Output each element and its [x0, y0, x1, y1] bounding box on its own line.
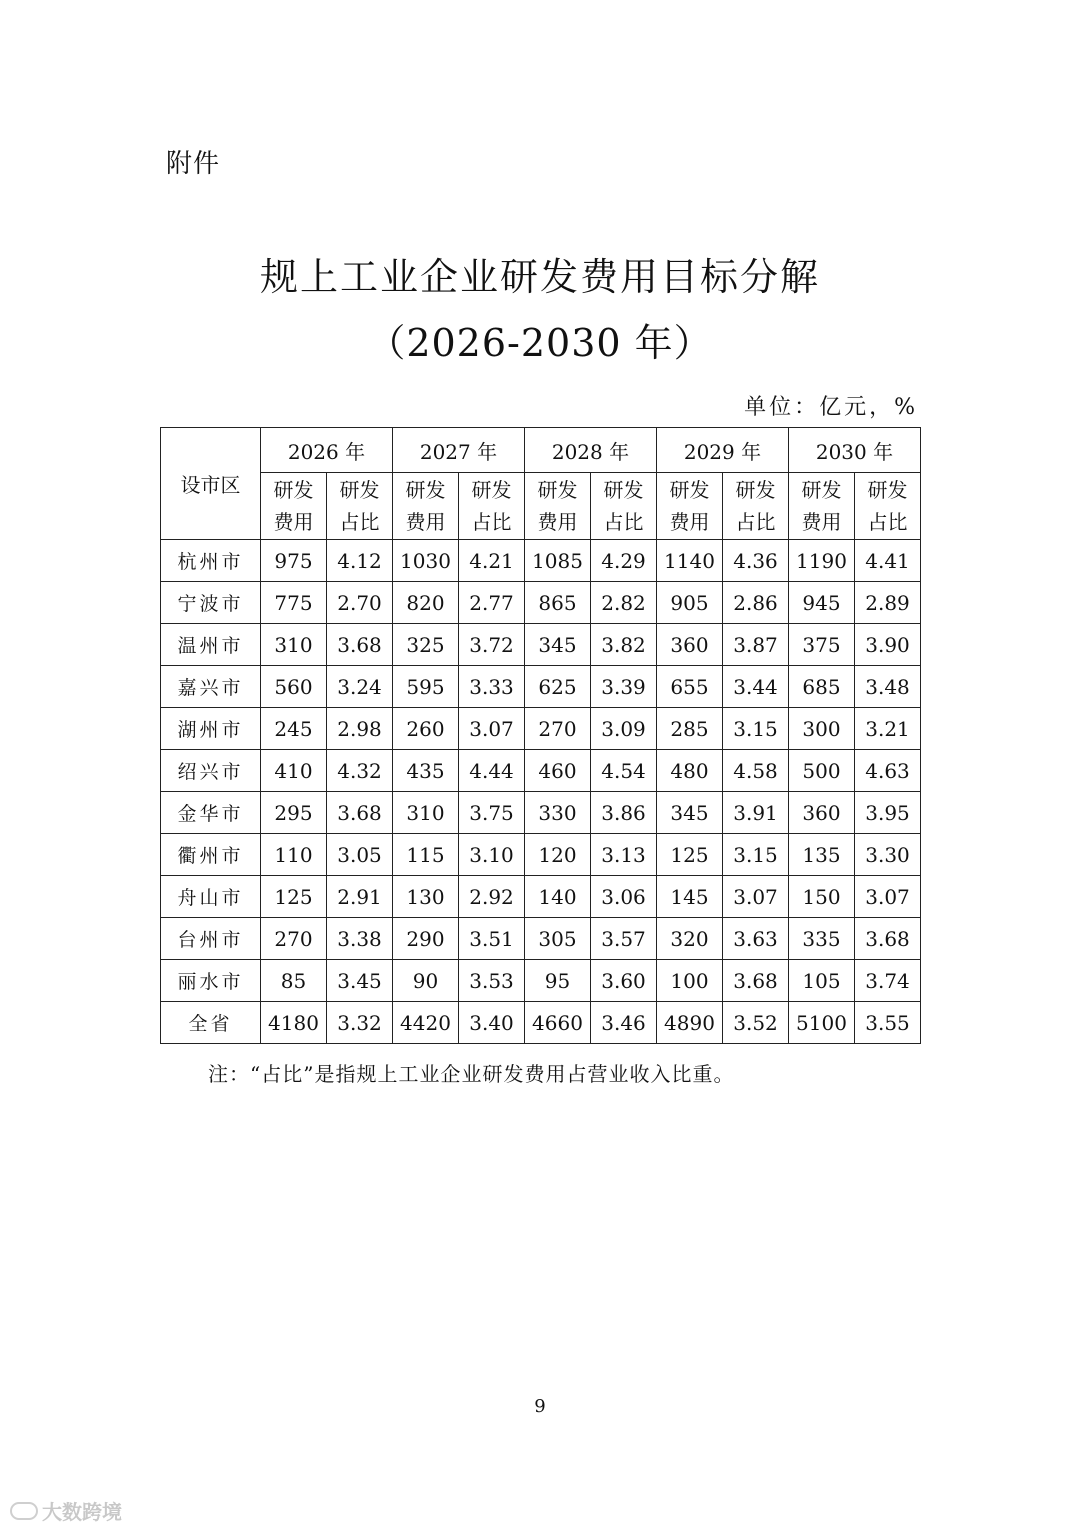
rd-cost-cell: 305 [525, 918, 591, 960]
rd-ratio-cell: 3.30 [855, 834, 921, 876]
rd-ratio-cell: 3.57 [591, 918, 657, 960]
rd-cost-cell: 335 [789, 918, 855, 960]
rd-ratio-cell: 3.53 [459, 960, 525, 1002]
rd-ratio-cell: 4.41 [855, 540, 921, 582]
table-row [161, 624, 921, 666]
rd-cost-cell: 100 [657, 960, 723, 1002]
watermark-logo-icon [10, 1502, 38, 1520]
attachment-label: 附件 [166, 149, 221, 179]
region-cell: 金华市 [161, 792, 261, 834]
rd-cost-cell: 130 [393, 876, 459, 918]
sub-header-cost: 研发 费用 [657, 473, 723, 540]
table-row [161, 960, 921, 1002]
rd-cost-cell: 140 [525, 876, 591, 918]
table-row [161, 876, 921, 918]
rd-ratio-cell: 3.39 [591, 666, 657, 708]
table-row [161, 834, 921, 876]
rd-ratio-cell: 2.82 [591, 582, 657, 624]
rd-cost-cell: 1140 [657, 540, 723, 582]
rd-ratio-cell: 3.68 [723, 960, 789, 1002]
rd-cost-cell: 560 [261, 666, 327, 708]
rd-cost-cell: 285 [657, 708, 723, 750]
rd-ratio-cell: 3.33 [459, 666, 525, 708]
region-cell: 丽水市 [161, 960, 261, 1002]
rd-cost-cell: 115 [393, 834, 459, 876]
rd-cost-cell: 775 [261, 582, 327, 624]
rd-ratio-cell: 3.48 [855, 666, 921, 708]
table-row [161, 708, 921, 750]
watermark-text: 大数跨境 [42, 1500, 122, 1524]
rd-ratio-cell: 3.05 [327, 834, 393, 876]
rd-cost-cell: 320 [657, 918, 723, 960]
rd-ratio-cell: 4.21 [459, 540, 525, 582]
rd-cost-cell: 270 [261, 918, 327, 960]
rd-ratio-cell: 3.07 [855, 876, 921, 918]
rd-cost-cell: 4660 [525, 1002, 591, 1044]
region-cell: 台州市 [161, 918, 261, 960]
table-row [161, 1002, 921, 1044]
rd-ratio-cell: 4.29 [591, 540, 657, 582]
rd-cost-cell: 295 [261, 792, 327, 834]
table-row [161, 666, 921, 708]
sub-header-ratio: 研发 占比 [723, 473, 789, 540]
rd-cost-cell: 5100 [789, 1002, 855, 1044]
rd-ratio-cell: 4.63 [855, 750, 921, 792]
rd-cost-cell: 975 [261, 540, 327, 582]
sub-header-ratio: 研发 占比 [855, 473, 921, 540]
rd-ratio-cell: 3.51 [459, 918, 525, 960]
rd-cost-cell: 120 [525, 834, 591, 876]
rd-ratio-cell: 3.63 [723, 918, 789, 960]
rd-cost-cell: 460 [525, 750, 591, 792]
rd-cost-cell: 595 [393, 666, 459, 708]
document-title: 规上工业企业研发费用目标分解 [259, 255, 820, 299]
rd-ratio-cell: 3.32 [327, 1002, 393, 1044]
rd-ratio-cell: 3.74 [855, 960, 921, 1002]
region-cell: 温州市 [161, 624, 261, 666]
rd-ratio-cell: 3.55 [855, 1002, 921, 1044]
sub-header-ratio: 研发 占比 [327, 473, 393, 540]
year-header: 2026 年 [261, 428, 393, 473]
rd-cost-cell: 105 [789, 960, 855, 1002]
rd-target-table [160, 427, 921, 1044]
rd-cost-cell: 145 [657, 876, 723, 918]
rd-cost-cell: 500 [789, 750, 855, 792]
rd-ratio-cell: 3.87 [723, 624, 789, 666]
rd-ratio-cell: 2.91 [327, 876, 393, 918]
table-row [161, 750, 921, 792]
sub-header-cost: 研发 费用 [393, 473, 459, 540]
rd-ratio-cell: 2.70 [327, 582, 393, 624]
rd-cost-cell: 410 [261, 750, 327, 792]
year-header: 2030 年 [789, 428, 921, 473]
rd-ratio-cell: 3.91 [723, 792, 789, 834]
rd-cost-cell: 820 [393, 582, 459, 624]
rd-ratio-cell: 3.68 [327, 792, 393, 834]
rd-ratio-cell: 3.52 [723, 1002, 789, 1044]
rd-ratio-cell: 2.92 [459, 876, 525, 918]
rd-cost-cell: 4420 [393, 1002, 459, 1044]
rd-cost-cell: 625 [525, 666, 591, 708]
rd-cost-cell: 325 [393, 624, 459, 666]
rd-ratio-cell: 3.09 [591, 708, 657, 750]
sub-header-cost: 研发 费用 [525, 473, 591, 540]
rd-ratio-cell: 3.68 [327, 624, 393, 666]
sub-header-ratio: 研发 占比 [459, 473, 525, 540]
rd-ratio-cell: 3.46 [591, 1002, 657, 1044]
rd-cost-cell: 135 [789, 834, 855, 876]
year-header: 2028 年 [525, 428, 657, 473]
unit-label: 单位：亿元，% [744, 395, 918, 420]
rd-ratio-cell: 3.21 [855, 708, 921, 750]
rd-cost-cell: 4890 [657, 1002, 723, 1044]
rd-ratio-cell: 3.24 [327, 666, 393, 708]
rd-cost-cell: 1085 [525, 540, 591, 582]
rd-ratio-cell: 3.40 [459, 1002, 525, 1044]
region-cell: 嘉兴市 [161, 666, 261, 708]
region-cell: 舟山市 [161, 876, 261, 918]
rd-cost-cell: 480 [657, 750, 723, 792]
region-cell: 杭州市 [161, 540, 261, 582]
rd-cost-cell: 300 [789, 708, 855, 750]
table-row [161, 540, 921, 582]
region-cell: 宁波市 [161, 582, 261, 624]
rd-cost-cell: 245 [261, 708, 327, 750]
table-row [161, 582, 921, 624]
rd-ratio-cell: 3.68 [855, 918, 921, 960]
rd-ratio-cell: 3.82 [591, 624, 657, 666]
rd-cost-cell: 90 [393, 960, 459, 1002]
rd-cost-cell: 345 [657, 792, 723, 834]
rd-cost-cell: 685 [789, 666, 855, 708]
rd-ratio-cell: 4.12 [327, 540, 393, 582]
watermark [10, 1496, 122, 1525]
table-row [161, 792, 921, 834]
rd-ratio-cell: 3.15 [723, 708, 789, 750]
rd-ratio-cell: 3.60 [591, 960, 657, 1002]
rd-cost-cell: 125 [261, 876, 327, 918]
sub-header-ratio: 研发 占比 [591, 473, 657, 540]
rd-cost-cell: 95 [525, 960, 591, 1002]
rd-ratio-cell: 4.32 [327, 750, 393, 792]
rd-cost-cell: 435 [393, 750, 459, 792]
rd-ratio-cell: 3.44 [723, 666, 789, 708]
rd-ratio-cell: 2.89 [855, 582, 921, 624]
sub-header-row [161, 473, 921, 540]
year-header-row [161, 428, 921, 473]
rd-ratio-cell: 3.38 [327, 918, 393, 960]
rd-ratio-cell: 3.06 [591, 876, 657, 918]
rd-ratio-cell: 3.72 [459, 624, 525, 666]
year-header: 2029 年 [657, 428, 789, 473]
rd-cost-cell: 945 [789, 582, 855, 624]
rd-cost-cell: 905 [657, 582, 723, 624]
rd-cost-cell: 345 [525, 624, 591, 666]
rd-ratio-cell: 3.95 [855, 792, 921, 834]
region-column-header: 设市区 [161, 428, 261, 540]
region-cell: 全省 [161, 1002, 261, 1044]
rd-cost-cell: 125 [657, 834, 723, 876]
rd-cost-cell: 85 [261, 960, 327, 1002]
rd-cost-cell: 865 [525, 582, 591, 624]
year-header: 2027 年 [393, 428, 525, 473]
rd-cost-cell: 270 [525, 708, 591, 750]
rd-ratio-cell: 4.44 [459, 750, 525, 792]
rd-cost-cell: 310 [393, 792, 459, 834]
rd-ratio-cell: 2.98 [327, 708, 393, 750]
rd-ratio-cell: 4.36 [723, 540, 789, 582]
table-row [161, 918, 921, 960]
rd-ratio-cell: 3.45 [327, 960, 393, 1002]
rd-cost-cell: 360 [657, 624, 723, 666]
rd-cost-cell: 150 [789, 876, 855, 918]
rd-cost-cell: 290 [393, 918, 459, 960]
region-cell: 衢州市 [161, 834, 261, 876]
rd-ratio-cell: 4.54 [591, 750, 657, 792]
rd-ratio-cell: 3.10 [459, 834, 525, 876]
rd-cost-cell: 360 [789, 792, 855, 834]
region-cell: 湖州市 [161, 708, 261, 750]
rd-ratio-cell: 4.58 [723, 750, 789, 792]
rd-ratio-cell: 3.15 [723, 834, 789, 876]
rd-cost-cell: 330 [525, 792, 591, 834]
rd-cost-cell: 375 [789, 624, 855, 666]
rd-cost-cell: 310 [261, 624, 327, 666]
rd-ratio-cell: 3.13 [591, 834, 657, 876]
document-subtitle: （2026-2030 年） [367, 321, 713, 365]
rd-cost-cell: 260 [393, 708, 459, 750]
rd-ratio-cell: 3.07 [459, 708, 525, 750]
rd-cost-cell: 1030 [393, 540, 459, 582]
table-note: 注：“占比”是指规上工业企业研发费用占营业收入比重。 [208, 1062, 735, 1086]
rd-cost-cell: 655 [657, 666, 723, 708]
rd-ratio-cell: 3.75 [459, 792, 525, 834]
rd-cost-cell: 4180 [261, 1002, 327, 1044]
rd-ratio-cell: 2.77 [459, 582, 525, 624]
rd-ratio-cell: 2.86 [723, 582, 789, 624]
region-cell: 绍兴市 [161, 750, 261, 792]
rd-ratio-cell: 3.07 [723, 876, 789, 918]
rd-ratio-cell: 3.90 [855, 624, 921, 666]
sub-header-cost: 研发 费用 [789, 473, 855, 540]
table-body [161, 540, 921, 1044]
rd-cost-cell: 110 [261, 834, 327, 876]
sub-header-cost: 研发 费用 [261, 473, 327, 540]
rd-ratio-cell: 3.86 [591, 792, 657, 834]
rd-cost-cell: 1190 [789, 540, 855, 582]
page-number: 9 [534, 1396, 546, 1417]
